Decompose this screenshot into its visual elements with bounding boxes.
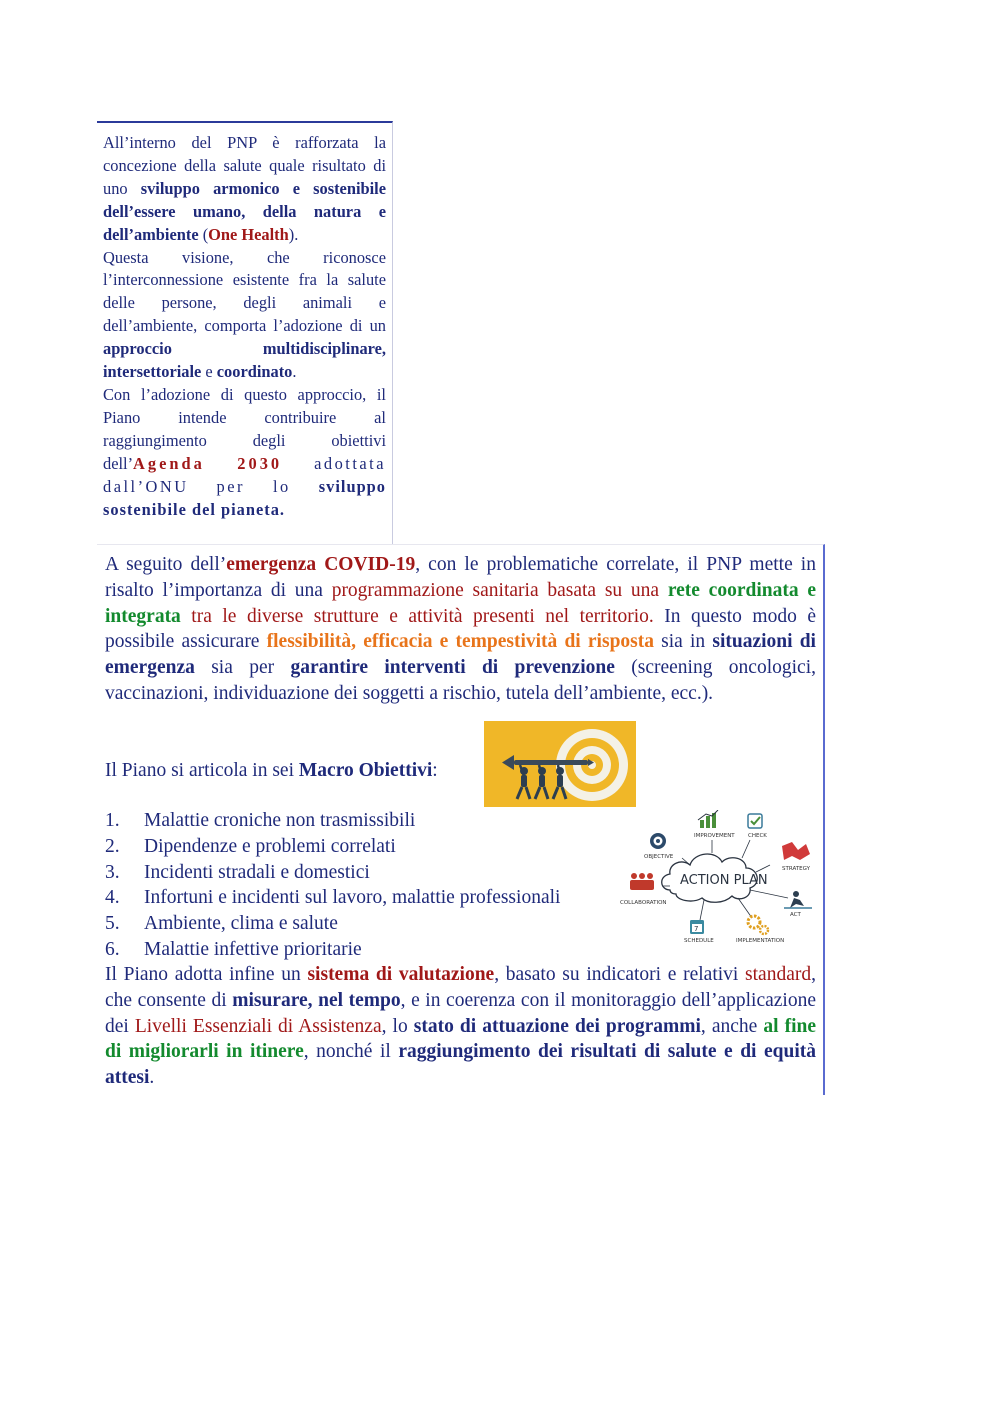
- agenda-2030-term: Agenda 2030: [133, 453, 283, 473]
- list-item-label: Malattie infettive prioritarie: [144, 938, 362, 960]
- text-emphasis: stato di attuazione dei programmi: [413, 1015, 701, 1037]
- text-emphasis: approccio multidisciplinare, intersettoriale: [103, 339, 386, 382]
- list-number: 3.: [105, 861, 120, 883]
- macro-objectives-intro: [105, 758, 438, 784]
- text-run: A seguito dell’: [105, 554, 227, 575]
- list-number: 4.: [105, 887, 120, 909]
- text-run: All’interno del PNP è rafforzata la concezione della salute quale risultato di uno: [103, 133, 386, 198]
- target-dart-illustration: [484, 721, 636, 807]
- text-run: , lo: [381, 1015, 414, 1037]
- list-item-label: Malattie croniche non trasmissibili: [144, 810, 416, 831]
- text-run: , nonché il: [303, 1041, 399, 1063]
- text-emphasis: sviluppo sostenibile del pianeta.: [103, 476, 386, 519]
- list-item-label: Incidenti stradali e domestici: [144, 861, 370, 883]
- text-emphasis: Macro Obiettivi: [298, 760, 433, 781]
- text-run: Con l’adozione di questo approccio, il Piano intende contribuire al raggiungimento degli obiettivi dell’: [103, 384, 386, 473]
- text-emphasis: raggiungimento dei risultati di salute e di equità attesi: [105, 1041, 816, 1089]
- text-emphasis: emergenza COVID-19: [226, 554, 416, 575]
- text-emphasis: misurare, nel tempo: [232, 989, 401, 1011]
- text-run: adottata dall’ONU per lo: [103, 453, 386, 496]
- list-item: [105, 860, 625, 886]
- text-run: , anche: [700, 1015, 764, 1037]
- text-run: Questa visione, che riconosce l’interconnessione esistente fra la salute delle persone, degli animali e dell’ambiente, comporta l’adozione di un: [103, 247, 386, 336]
- text-run: e: [201, 362, 217, 382]
- text-emphasis: situazioni di emergenza: [105, 631, 816, 679]
- list-number: 2.: [105, 835, 120, 857]
- list-item: [105, 834, 625, 860]
- target-icon: [484, 721, 636, 807]
- text-run: sia in: [654, 631, 713, 653]
- list-number: 1.: [105, 810, 120, 831]
- text-run: , che consente di: [105, 964, 816, 1011]
- list-item: [105, 808, 625, 834]
- objective-label: OBJECTIVE: [644, 854, 674, 860]
- schedule-icon: [690, 920, 704, 934]
- text-run: In questo modo è possibile assicurare: [105, 605, 816, 653]
- list-item: [105, 885, 625, 911]
- collaboration-icon: [630, 873, 654, 890]
- covid-paragraph: [105, 552, 816, 707]
- list-item: [105, 937, 625, 963]
- text-run: Il Piano si articola in sei: [105, 760, 299, 781]
- text-run: , basato su indicatori e relativi: [494, 964, 746, 985]
- act-icon: [784, 891, 812, 908]
- text-highlight: tra le diverse strutture e attività presenti nel territorio.: [180, 605, 654, 627]
- text-run: , e in coerenza con il monitoraggio dell’applicazione dei: [105, 989, 816, 1037]
- list-item-label: Infortuni e incidenti sul lavoro, malattie professionali: [144, 887, 561, 909]
- text-run: Il Piano adotta infine un: [105, 964, 308, 985]
- text-emphasis: sviluppo armonico e sostenibile dell’essere umano, della natura e dell’ambiente: [103, 178, 386, 244]
- list-item-label: Ambiente, clima e salute: [144, 913, 338, 935]
- collaboration-label: COLLABORATION: [620, 900, 667, 906]
- text-emphasis: coordinato: [216, 362, 293, 382]
- list-item-label: Dipendenze e problemi correlati: [144, 835, 396, 857]
- one-health-term: One Health: [208, 224, 289, 244]
- act-label: ACT: [790, 912, 801, 918]
- action-plan-diagram: [620, 810, 816, 950]
- list-item: [105, 911, 625, 937]
- text-highlight: programmazione sanitaria basata su una: [331, 579, 668, 601]
- text-emphasis: al fine di migliorarli in itinere: [105, 1015, 816, 1063]
- text-highlight: standard: [745, 964, 812, 985]
- strategy-label: STRATEGY: [782, 866, 810, 872]
- evaluation-paragraph: [105, 962, 816, 1091]
- one-health-text: [103, 132, 386, 521]
- text-run: sia per: [194, 657, 291, 679]
- check-icon: [748, 814, 762, 828]
- list-number: 6.: [105, 938, 120, 960]
- text-run: (: [198, 224, 209, 244]
- list-number: 5.: [105, 913, 120, 935]
- improvement-label: IMPROVEMENT: [694, 833, 735, 839]
- implementation-label: IMPLEMENTATION: [736, 938, 785, 944]
- strategy-icon: [782, 842, 810, 860]
- macro-objectives-list: [105, 808, 625, 963]
- text-emphasis: rete coordinata e integrata: [105, 579, 816, 627]
- text-run: , con le problematiche correlate, il PNP mette in risalto l’importanza di una: [105, 554, 816, 601]
- objective-icon: [650, 833, 666, 849]
- improvement-icon: [698, 810, 718, 828]
- text-run: .: [292, 362, 297, 382]
- check-label: CHECK: [748, 833, 767, 839]
- text-run: .: [149, 1067, 155, 1089]
- text-run: (screening oncologici, vaccinazioni, individuazione dei soggetti a rischio, tutela dell’ambiente, ecc.).: [105, 657, 816, 704]
- text-run: :: [432, 760, 438, 781]
- text-run: ).: [288, 224, 299, 244]
- action-plan-title: ACTION PLAN: [680, 873, 768, 888]
- text-highlight: Livelli Essenziali di Assistenza: [134, 1015, 382, 1037]
- schedule-label: SCHEDULE: [684, 938, 714, 944]
- one-health-box: [97, 121, 393, 544]
- implementation-icon: [748, 916, 768, 934]
- text-emphasis: garantire interventi di prevenzione: [290, 657, 615, 679]
- text-emphasis: flessibilità, efficacia e tempestività di risposta: [266, 631, 654, 653]
- svg-text:7: 7: [694, 925, 699, 933]
- text-emphasis: sistema di valutazione: [307, 964, 495, 985]
